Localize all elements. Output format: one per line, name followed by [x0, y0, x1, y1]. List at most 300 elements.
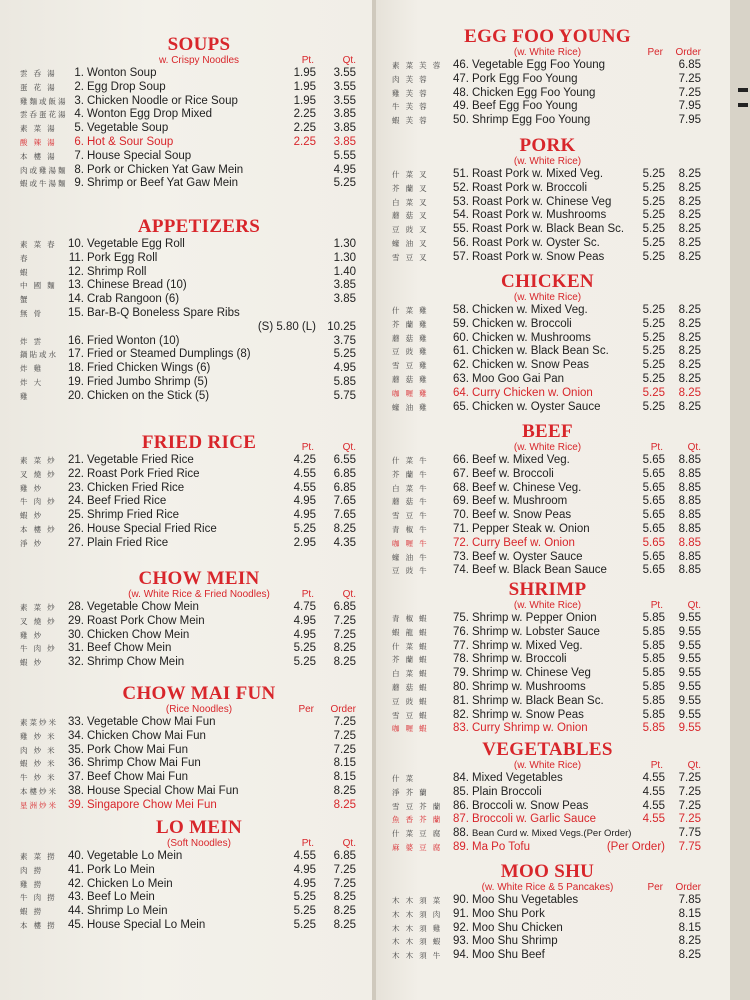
price-pint: 5.65 — [642, 522, 665, 535]
chinese-name: 木 木 須 蝦 — [392, 937, 443, 947]
price-pint: 5.65 — [642, 564, 665, 577]
price-pint: 4.55 — [293, 850, 316, 862]
price-pint: 1.95 — [293, 94, 316, 107]
price-pint: 5.85 — [642, 667, 665, 680]
item-name: Moo Shu Chicken — [472, 921, 563, 934]
price-quart: 7.25 — [333, 743, 356, 756]
menu-item — [392, 251, 703, 265]
item-number: 64. — [453, 386, 469, 399]
price-pint: 4.95 — [293, 863, 316, 876]
item-name: Vegetable Egg Roll — [87, 238, 185, 250]
price-pint: 5.25 — [642, 345, 665, 358]
price-quart: 8.85 — [678, 467, 701, 480]
price-quart: 6.85 — [333, 850, 356, 862]
price-pint: 4.55 — [642, 799, 665, 812]
price-quart: 8.25 — [678, 223, 701, 236]
item-name: Plain Broccoli — [472, 785, 542, 798]
price-quart: 7.25 — [333, 614, 356, 627]
chinese-name: 什 菜 豆 腐 — [392, 829, 443, 839]
chinese-name: 炸 大 — [20, 377, 44, 387]
item-name: Vegetable Soup — [87, 122, 169, 135]
item-number: 59. — [453, 317, 469, 330]
menu-item — [392, 612, 703, 626]
column-header: Per — [298, 704, 314, 715]
menu-item — [20, 266, 358, 280]
price-pint: 5.25 — [642, 250, 665, 263]
price-pint: 5.65 — [642, 467, 665, 480]
item-number: 31. — [68, 642, 84, 655]
item-name: Roast Pork w. Mushrooms — [472, 209, 607, 222]
chinese-name: 咖 喱 牛 — [392, 538, 429, 548]
menu-section-chow-mein — [20, 569, 358, 670]
menu-item — [20, 136, 358, 150]
price-pint: 4.55 — [642, 772, 665, 784]
menu-item — [20, 730, 358, 744]
item-number: 84. — [453, 772, 469, 784]
item-number: 41. — [68, 863, 84, 876]
menu-item — [392, 59, 703, 73]
item-name: Vegetable Egg Foo Young — [472, 59, 606, 71]
item-name: Pork Egg Roll — [87, 251, 158, 264]
price-quart: 7.25 — [333, 628, 356, 641]
item-name: Singapore Chow Mei Fun — [87, 798, 217, 811]
menu-item — [392, 523, 703, 537]
price-pint: (S) 5.80 (L) — [257, 320, 316, 333]
item-name: Beef Fried Rice — [87, 495, 167, 508]
item-name: Curry Shrimp w. Onion — [472, 722, 588, 735]
column-header: Pt. — [301, 589, 314, 600]
column-header: Qt. — [687, 600, 701, 611]
price-quart: 7.25 — [333, 716, 356, 728]
item-name: House Special Fried Rice — [87, 522, 217, 535]
chinese-name: 雪 豆 芥 蘭 — [392, 801, 443, 811]
item-number: 69. — [453, 495, 469, 508]
item-name: Shrimp w. Lobster Sauce — [472, 625, 600, 638]
item-name: Shrimp Chow Mai Fun — [87, 757, 201, 770]
chinese-name: 雞 炒 米 — [20, 731, 57, 741]
item-name: Bean Curd w. Mixed Vegs.(Per Order) — [472, 828, 632, 840]
menu-item — [392, 564, 703, 578]
menu-item — [20, 238, 358, 252]
menu-item — [392, 87, 703, 101]
price-quart: 6.55 — [333, 454, 356, 466]
price-quart: 9.55 — [678, 667, 701, 680]
item-name: Chicken Egg Foo Young — [472, 86, 596, 99]
column-header: Qt. — [342, 589, 356, 600]
item-name: Moo Shu Pork — [472, 907, 545, 920]
chinese-name: 木 木 須 牛 — [392, 951, 443, 961]
item-number: 70. — [453, 509, 469, 522]
item-number: 77. — [453, 639, 469, 652]
chinese-name: 雪 豆 雞 — [392, 361, 429, 371]
price-quart: 8.25 — [678, 345, 701, 358]
price-quart: 4.35 — [333, 536, 356, 549]
item-name: Shrimp Egg Foo Young — [472, 114, 591, 127]
column-header: Order — [330, 704, 356, 715]
item-name: Pork Egg Foo Young — [472, 72, 578, 85]
menu-item — [20, 81, 358, 95]
price-quart: 8.25 — [678, 181, 701, 194]
menu-item — [20, 656, 358, 670]
price-quart: 8.85 — [678, 550, 701, 563]
item-number: 20. — [68, 389, 84, 402]
price-quart: 8.85 — [678, 454, 701, 466]
item-name: Shrimp w. Black Bean Sc. — [472, 694, 604, 707]
price-quart: 9.55 — [678, 708, 701, 721]
menu-item — [392, 196, 703, 210]
chinese-name: 白 菜 叉 — [392, 197, 429, 207]
menu-section-vegetables — [392, 740, 703, 855]
item-number: 52. — [453, 181, 469, 194]
price-quart: 1.30 — [333, 251, 356, 264]
chinese-name: 咖 喱 蝦 — [392, 724, 429, 734]
column-header: Pt. — [301, 442, 314, 453]
price-pint: 5.25 — [293, 918, 316, 931]
item-number: 79. — [453, 667, 469, 680]
price-quart: 3.85 — [333, 108, 356, 121]
chinese-name: 木 木 須 雞 — [392, 923, 443, 933]
chinese-name: 素 菜 芙 蓉 — [392, 61, 443, 70]
item-name: Beef w. Broccoli — [472, 467, 554, 480]
chinese-name: 蠔 油 雞 — [392, 402, 429, 412]
price-quart: 8.25 — [678, 317, 701, 330]
chinese-name: 雞 — [20, 391, 30, 401]
price-pint: 5.65 — [642, 481, 665, 494]
item-number: 38. — [68, 784, 84, 797]
menu-item — [20, 850, 358, 864]
price-pint: 5.25 — [642, 304, 665, 316]
edge-text-mark — [738, 103, 748, 107]
item-number: 44. — [68, 905, 84, 918]
chinese-name: 豆 豉 叉 — [392, 225, 429, 235]
next-page-edge — [730, 0, 750, 1000]
menu-section-egg-foo-young — [392, 27, 703, 128]
item-name: Bar-B-Q Boneless Spare Ribs — [87, 306, 240, 319]
item-number: 34. — [68, 729, 84, 742]
price-quart: 5.55 — [333, 149, 356, 162]
item-name: Shrimp w. Mixed Veg. — [472, 639, 583, 652]
price-pint: 5.25 — [293, 891, 316, 904]
price-pint: 5.25 — [293, 642, 316, 655]
price-pint: 5.25 — [642, 359, 665, 372]
item-name: Chicken Noodle or Rice Soup — [87, 94, 238, 107]
item-name: Fried or Steamed Dumplings (8) — [87, 348, 251, 361]
item-number: 4. — [74, 108, 84, 121]
column-header: Per — [647, 882, 663, 893]
menu-item — [392, 401, 703, 415]
price-quart: 1.30 — [333, 238, 356, 250]
item-name: Beef w. Snow Peas — [472, 509, 572, 522]
menu-item — [392, 318, 703, 332]
chinese-name: 素 菜 炒 — [20, 603, 57, 612]
price-pint: 5.65 — [642, 454, 665, 466]
item-number: 37. — [68, 771, 84, 784]
chinese-name: 蝦 炒 米 — [20, 759, 57, 769]
price-pint: 1.95 — [293, 67, 316, 79]
section-subtitle: (w. White Rice & Fried Noodles) — [128, 589, 270, 600]
item-name: Vegetable Lo Mein — [87, 850, 183, 862]
item-number: 3. — [74, 94, 84, 107]
chinese-name: 肉 炒 米 — [20, 745, 57, 755]
item-name: House Special Chow Mai Fun — [87, 784, 239, 797]
item-number: 71. — [453, 522, 469, 535]
menu-section-fried-rice — [20, 433, 358, 551]
item-number: 24. — [68, 495, 84, 508]
menu-item — [20, 279, 358, 293]
item-number: 49. — [453, 100, 469, 113]
section-subtitle: (w. White Rice) — [513, 47, 582, 58]
chinese-name: 豆 豉 雞 — [392, 347, 429, 357]
menu-item — [392, 786, 703, 800]
chinese-name: 蟹 — [20, 295, 30, 305]
price-quart: 8.25 — [333, 656, 356, 669]
item-name: Vegetable Chow Mai Fun — [87, 716, 216, 728]
price-quart: 8.15 — [678, 907, 701, 920]
price-pint: 5.25 — [642, 331, 665, 344]
section-subtitle: (w. White Rice) — [513, 156, 582, 167]
item-name: Beef Chow Mai Fun — [87, 771, 188, 784]
price-quart: 3.75 — [333, 334, 356, 347]
chinese-name: 雲 呑 湯 — [20, 69, 57, 78]
menu-item — [392, 387, 703, 401]
price-quart: 8.85 — [678, 564, 701, 577]
price-pint: 4.55 — [642, 813, 665, 826]
price-pint: 5.65 — [642, 536, 665, 549]
chinese-name: 蘑 菇 叉 — [392, 211, 429, 221]
item-number: 45. — [68, 918, 84, 931]
price-pint: 4.95 — [293, 877, 316, 890]
menu-item — [392, 168, 703, 182]
item-name: Pepper Steak w. Onion — [472, 522, 590, 535]
chinese-name: 蝦 芙 蓉 — [392, 116, 429, 126]
price-quart: 3.85 — [333, 293, 356, 306]
chinese-name: 本樓炒米 — [20, 786, 58, 796]
menu-item — [392, 100, 703, 114]
item-name: Broccoli w. Garlic Sauce — [472, 813, 596, 826]
price-pint: 5.25 — [642, 209, 665, 222]
column-header: Per — [647, 47, 663, 58]
item-name: Chicken w. Oyster Sauce — [472, 400, 601, 413]
item-number: 7. — [74, 149, 84, 162]
item-number: 74. — [453, 564, 469, 577]
price-pint: 4.25 — [293, 454, 316, 466]
price-quart: 5.25 — [333, 348, 356, 361]
item-name: Vegetable Chow Mein — [87, 601, 199, 613]
chinese-name: 蝦或牛湯麵 — [20, 179, 68, 189]
price-quart: 8.25 — [333, 891, 356, 904]
chinese-name: 叉 燒 炒 — [20, 616, 57, 626]
item-number: 53. — [453, 195, 469, 208]
price-quart: 3.55 — [333, 67, 356, 79]
price-pint: 5.85 — [642, 639, 665, 652]
menu-item — [20, 799, 358, 813]
item-number: 18. — [68, 362, 84, 375]
item-name: Pork Lo Mein — [87, 863, 155, 876]
chinese-name: 雲呑蛋花湯 — [20, 110, 68, 120]
chinese-name: 芥 蘭 牛 — [392, 469, 429, 479]
chinese-name: 素菜炒米 — [20, 718, 58, 727]
chinese-name: 蝦 炒 — [20, 658, 44, 668]
price-pint: 4.95 — [293, 628, 316, 641]
item-name: Roast Pork w. Mixed Veg. — [472, 168, 604, 180]
item-number: 76. — [453, 625, 469, 638]
chinese-name: 酸 辣 湯 — [20, 137, 57, 147]
section-subtitle: (Soft Noodles) — [167, 838, 231, 849]
item-number: 47. — [453, 72, 469, 85]
item-number: 33. — [68, 716, 84, 728]
menu-item — [20, 878, 358, 892]
price-quart: 6.85 — [333, 601, 356, 613]
section-subtitle: (w. White Rice) — [513, 442, 582, 453]
menu-item — [20, 122, 358, 136]
menu-section-appetizers — [20, 217, 358, 404]
price-pint: 1.95 — [293, 80, 316, 93]
menu-item — [20, 601, 358, 615]
section-subtitle: (w. White Rice) — [513, 292, 582, 303]
price-quart: 3.55 — [333, 94, 356, 107]
menu-item — [392, 709, 703, 723]
chinese-name: 蘑 菇 蝦 — [392, 682, 429, 692]
menu-section-chicken — [392, 272, 703, 414]
menu-item — [392, 359, 703, 373]
item-number: 56. — [453, 236, 469, 249]
item-number: 36. — [68, 757, 84, 770]
menu-item — [20, 362, 358, 376]
price-pint: 5.25 — [642, 181, 665, 194]
item-name: Vegetable Fried Rice — [87, 454, 194, 466]
item-number: 73. — [453, 550, 469, 563]
item-number: 26. — [68, 522, 84, 535]
menu-item — [392, 495, 703, 509]
item-number: 28. — [68, 601, 84, 613]
chinese-name: 淨 芥 蘭 — [392, 787, 429, 797]
item-name: Shrimp or Beef Yat Gaw Mein — [87, 177, 239, 190]
item-number: 86. — [453, 799, 469, 812]
item-name: Shrimp w. Broccoli — [472, 653, 567, 666]
chinese-name: 牛 芙 蓉 — [392, 102, 429, 112]
item-name: Beef Lo Mein — [87, 891, 155, 904]
item-name: Chicken w. Snow Peas — [472, 359, 589, 372]
menu-item — [20, 321, 358, 335]
chinese-name: 雞 芙 蓉 — [392, 88, 429, 98]
item-name: Moo Shu Vegetables — [472, 894, 579, 906]
menu-section-chow-mai-fun — [20, 684, 358, 813]
item-number: 43. — [68, 891, 84, 904]
chinese-name: 蘑 菇 牛 — [392, 497, 429, 507]
item-number: 40. — [68, 850, 84, 862]
menu-section-lo-mein — [20, 818, 358, 933]
chinese-name: 淨 炒 — [20, 538, 44, 548]
chinese-name: 雞麵或飯湯 — [20, 96, 68, 106]
menu-item — [392, 841, 703, 855]
price-quart: 8.25 — [678, 331, 701, 344]
price-pint: 4.95 — [293, 509, 316, 522]
item-name: Chicken Lo Mein — [87, 877, 173, 890]
item-number: 23. — [68, 481, 84, 494]
price-quart: 6.85 — [333, 481, 356, 494]
price-pint: 2.95 — [293, 536, 316, 549]
chinese-name: 素 菜 撈 — [20, 852, 57, 861]
price-pint: 5.65 — [642, 509, 665, 522]
menu-item — [392, 468, 703, 482]
chinese-name: 雞 炒 — [20, 630, 44, 640]
menu-item — [392, 667, 703, 681]
item-number: 81. — [453, 694, 469, 707]
chinese-name: 芥 蘭 叉 — [392, 183, 429, 193]
menu-item — [20, 454, 358, 468]
price-quart: 8.25 — [678, 168, 701, 180]
item-name: Roast Pork Fried Rice — [87, 467, 200, 480]
item-name: Moo Goo Gai Pan — [472, 372, 565, 385]
item-number: 78. — [453, 653, 469, 666]
item-name: Wonton Soup — [87, 67, 157, 79]
price-quart: 8.25 — [333, 905, 356, 918]
column-header: Qt. — [342, 838, 356, 849]
menu-item — [392, 209, 703, 223]
chinese-name: 牛 肉 撈 — [20, 893, 57, 903]
item-name: Curry Chicken w. Onion — [472, 386, 593, 399]
item-name: Shrimp Lo Mein — [87, 905, 168, 918]
chinese-name: 牛 炒 米 — [20, 773, 57, 783]
item-number: 85. — [453, 785, 469, 798]
menu-item — [20, 164, 358, 178]
chinese-name: 肉 芙 蓉 — [392, 74, 429, 84]
item-number: 29. — [68, 614, 84, 627]
price-pint: 2.25 — [293, 108, 316, 121]
item-number: 8. — [74, 163, 84, 176]
menu-item — [20, 757, 358, 771]
item-name: Moo Shu Beef — [472, 949, 545, 962]
menu-item — [20, 67, 358, 81]
chinese-name: 本 樓 撈 — [20, 920, 57, 930]
price-quart: 4.95 — [333, 163, 356, 176]
menu-section-moo-shu — [392, 862, 703, 963]
chinese-name: 芥 蘭 蝦 — [392, 655, 429, 665]
item-name: Chicken Chow Mein — [87, 628, 190, 641]
price-quart: 8.25 — [678, 400, 701, 413]
item-name: Crab Rangoon (6) — [87, 293, 180, 306]
item-number: 16. — [68, 334, 84, 347]
chinese-name: 鍋貼或水 — [20, 350, 58, 360]
menu-item — [20, 615, 358, 629]
price-quart: 8.25 — [678, 304, 701, 316]
price-quart: 6.85 — [678, 59, 701, 71]
chinese-name: 什 菜 雞 — [392, 306, 429, 315]
price-quart: 9.55 — [678, 639, 701, 652]
chinese-name: 什 菜 牛 — [392, 456, 429, 465]
price-quart: 8.25 — [678, 250, 701, 263]
menu-item — [20, 537, 358, 551]
menu-item — [20, 177, 358, 191]
item-name: Shrimp w. Mushrooms — [472, 680, 586, 693]
item-name: Beef w. Black Bean Sauce — [472, 564, 607, 577]
price-quart: 8.25 — [678, 935, 701, 948]
item-number: 91. — [453, 907, 469, 920]
chinese-name: 青 椒 蝦 — [392, 614, 429, 623]
chinese-name: 蘑 菇 雞 — [392, 374, 429, 384]
price-quart: 3.85 — [333, 279, 356, 292]
price-quart: 8.85 — [678, 536, 701, 549]
section-title: BEEF — [522, 421, 573, 442]
item-number: 14. — [68, 293, 84, 306]
price-quart: 7.65 — [333, 495, 356, 508]
price-quart: 7.85 — [678, 894, 701, 906]
menu-item — [20, 891, 358, 905]
chinese-name: 肉或雞湯麵 — [20, 165, 68, 175]
chinese-name: 肉 撈 — [20, 865, 44, 875]
section-subtitle: w. Crispy Noodles — [158, 55, 240, 66]
menu-item — [20, 905, 358, 919]
